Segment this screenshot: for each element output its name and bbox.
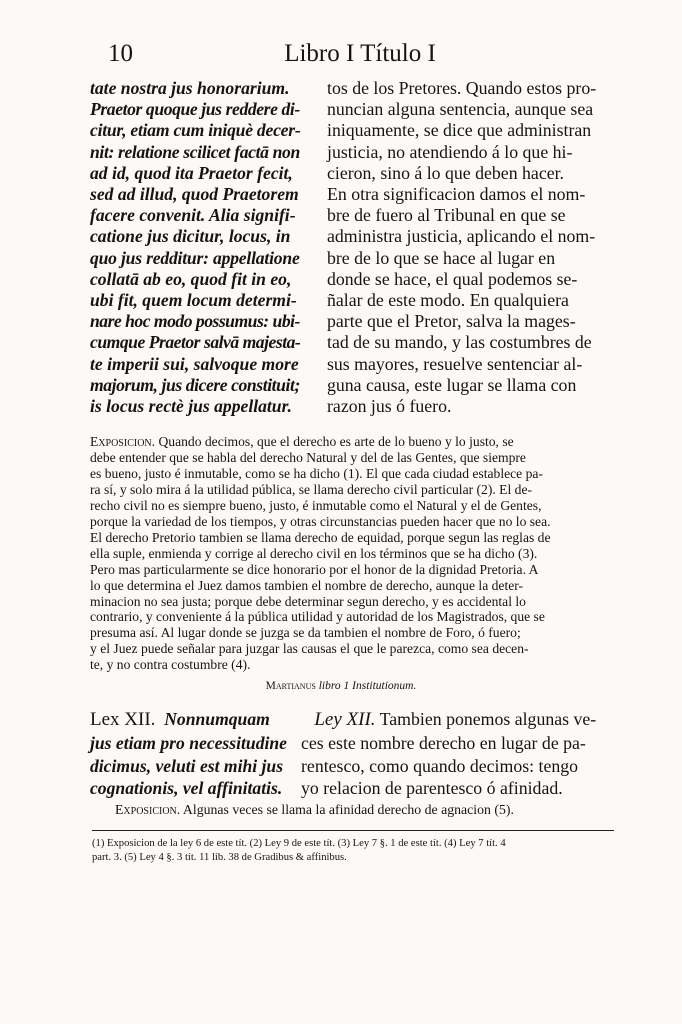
latin-line: Praetor quoque jus reddere di- bbox=[90, 99, 300, 120]
spanish-line: sus mayores, resuelve sentenciar al- bbox=[327, 353, 583, 374]
lex-line: dicimus, veluti est mihi jus bbox=[90, 755, 284, 776]
page-number: 10 bbox=[108, 40, 133, 67]
exposicion-line: El derecho Pretorio tambien se llama derecho de equidad, porque segun las reglas de bbox=[90, 529, 551, 545]
footnote-line: part. 3. (5) Ley 4 §. 3 tít. 11 lib. 38 de Gradibus & affinibus. bbox=[92, 851, 347, 863]
exposicion-2-paragraph bbox=[115, 802, 514, 818]
spanish-line: bre de lo que se hace al lugar en bbox=[327, 247, 556, 268]
exposicion-line: debe entender que se habla del derecho Natural y del de las Gentes, que siempre bbox=[90, 449, 526, 465]
exposicion-line: Pero mas particularmente se dice honorario por el honor de la dignidad Pretoria. A bbox=[90, 561, 539, 577]
exposicion-line: recho civil no es siempre bueno, justo, é inmutable como el Natural y el de Gentes, bbox=[90, 497, 542, 513]
footnote-divider bbox=[92, 830, 614, 831]
spanish-line: iniquamente, se dice que administran bbox=[327, 120, 592, 141]
ley-spanish-column bbox=[301, 708, 619, 800]
exposicion-2-label: Exposicion. bbox=[115, 802, 181, 817]
ley-first-line-text: Tambien ponemos algunas ve- bbox=[379, 709, 597, 729]
exposicion-line: ra sí, y solo mira á la utilidad pública, se llama derecho civil particular (2). El de- bbox=[90, 481, 533, 497]
latin-line: citur, etiam cum iniquè decer- bbox=[90, 120, 301, 141]
lex-label: Lex XII. bbox=[90, 709, 156, 730]
latin-line: nare hoc modo possumus: ubi- bbox=[90, 311, 300, 332]
spanish-line: administra justicia, aplicando el nom- bbox=[327, 226, 596, 247]
spanish-line: cieron, sino á lo que deben hacer. bbox=[327, 162, 564, 183]
exposicion-line bbox=[90, 434, 614, 450]
ley-line: rentesco, como quando decimos: tengo bbox=[301, 755, 579, 776]
latin-line: sed ad illud, quod Praetorem bbox=[90, 184, 299, 205]
latin-line: is locus rectè jus appellatur. bbox=[90, 396, 292, 417]
spanish-line: justicia, no atendiendo á lo que hi- bbox=[327, 141, 573, 162]
latin-line: tate nostra jus honorarium. bbox=[90, 78, 290, 98]
page-header bbox=[108, 40, 612, 72]
exposicion-line: y el Juez puede señalar para juzgar las causas el que le parezca, como sea decen- bbox=[90, 641, 529, 657]
exposicion-line: lo que determina el Juez damos tambien el nombre de derecho, aunque la deter- bbox=[90, 577, 524, 593]
ley-line: ces este nombre derecho en lugar de pa- bbox=[301, 732, 586, 753]
exposicion-line: presuma así. Al lugar donde se juzga se da tambien el nombre de Foro, ó fuero; bbox=[90, 625, 521, 641]
spanish-line: ñalar de este modo. En qualquiera bbox=[327, 290, 569, 311]
exposicion-2-text: Algunas veces se llama la afinidad derecho de agnacion (5). bbox=[182, 802, 514, 817]
source-author: Martianus bbox=[265, 680, 316, 692]
ley-label: Ley XII. bbox=[314, 709, 376, 730]
latin-line: cumque Praetor salvā majesta- bbox=[90, 332, 301, 353]
exposicion-line: ella suple, enmienda y corrige al derecho civil en los términos que se ha dicho (3). bbox=[90, 545, 538, 561]
source-citation bbox=[0, 680, 682, 692]
lex-line: jus etiam pro necessitudine bbox=[90, 732, 287, 753]
lex-first-line-text: Nonnumquam bbox=[164, 709, 270, 729]
exposicion-line: te, y no contra costumbre (4). bbox=[90, 657, 251, 673]
exposicion-line: porque la variedad de los tiempos, y otras circunstancias pueden hacer que no lo sea. bbox=[90, 513, 551, 529]
latin-line: nit: relatione scilicet factā non bbox=[90, 141, 300, 162]
spanish-line: razon jus ó fuero. bbox=[327, 396, 452, 417]
footnotes bbox=[92, 837, 614, 864]
spanish-line: donde se hace, el qual podemos se- bbox=[327, 268, 578, 289]
spanish-line: tad de su mando, y las costumbres de bbox=[327, 332, 592, 353]
latin-line: catione jus dicitur, locus, in bbox=[90, 226, 291, 247]
spanish-line: tos de los Pretores. Quando estos pro- bbox=[327, 78, 597, 98]
exposicion-line: contrario, y conveniente á la pública utilidad y autoridad de los Magistrados, que se bbox=[90, 609, 545, 625]
exposicion-line: minacion no sea justa; porque debe determinar segun derecho, y es accidental lo bbox=[90, 593, 526, 609]
latin-line: majorum, jus dicere constituit; bbox=[90, 374, 300, 395]
spanish-line: En otra significacion damos el nom- bbox=[327, 184, 586, 205]
latin-text-column bbox=[90, 78, 300, 417]
latin-line: collatā ab eo, quod fit in eo, bbox=[90, 268, 292, 289]
spanish-line: nuncian alguna sentencia, aunque sea bbox=[327, 99, 594, 120]
spanish-line: bre de fuero al Tribunal en que se bbox=[327, 205, 566, 226]
latin-line: facere convenit. Alia signifi- bbox=[90, 205, 296, 226]
spanish-line: guna causa, este lugar se llama con bbox=[327, 374, 577, 395]
footnote-line: (1) Exposicion de la ley 6 de este tít. (2) Ley 9 de este tít. (3) Ley 7 §. 1 de este tít. (4) Ley 7 tít. 4 bbox=[92, 838, 506, 849]
ley-line: yo relacion de parentesco ó afinidad. bbox=[301, 778, 563, 799]
latin-line: quo jus redditur: appellatione bbox=[90, 247, 300, 268]
latin-line: ad id, quod ita Praetor fecit, bbox=[90, 162, 293, 183]
exposicion-line: es bueno, justo é inmutable, como se ha dicho (1). El que cada ciudad establece pa- bbox=[90, 465, 543, 481]
running-title: Libro I Título I bbox=[284, 40, 436, 67]
lex-line: cognationis, vel affinitatis. bbox=[90, 778, 283, 799]
lex-first-line bbox=[90, 708, 295, 732]
exposicion-paragraph bbox=[90, 434, 614, 673]
latin-line: ubi fit, quem locum determi- bbox=[90, 290, 297, 311]
source-work: libro 1 Institutionum. bbox=[318, 680, 417, 692]
latin-line: te imperii sui, salvoque more bbox=[90, 353, 299, 374]
ley-first-line bbox=[301, 708, 619, 732]
exposicion-label: Exposicion. bbox=[90, 434, 156, 449]
spanish-line: parte que el Pretor, salva la mages- bbox=[327, 311, 576, 332]
lex-latin-column bbox=[90, 708, 295, 800]
spanish-text-column bbox=[327, 78, 619, 417]
exposicion-line-text: Quando decimos, que el derecho es arte de lo bueno y lo justo, se bbox=[158, 434, 514, 449]
